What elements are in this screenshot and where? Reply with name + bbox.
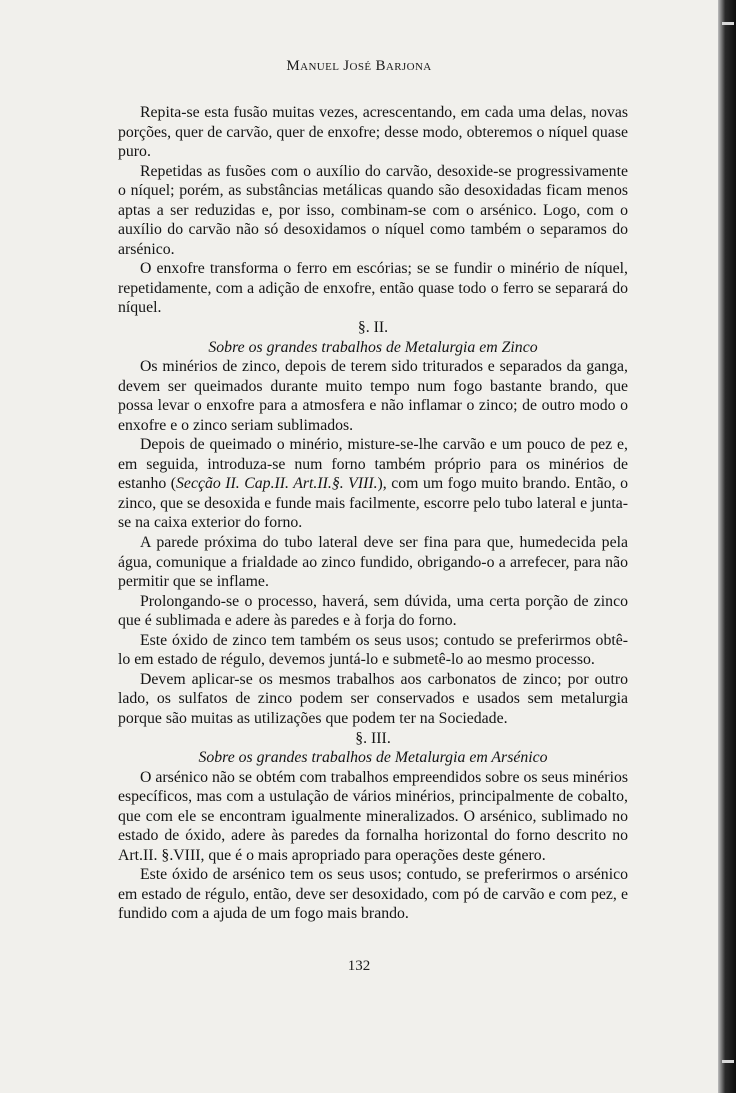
paragraph: O arsénico não se obtém com trabalhos empreendidos sobre os seus minérios específicos, mas com a ustulação de vários minérios, principalmente de cobalto, que com ele se encontram igualmente mineralizados. O arsénico, sublimado no estado de óxido, adere às paredes da fornalha horizontal do forno descrito no Art.II. §.VIII, que é o mais apropriado para operações deste género.: [118, 768, 628, 864]
paragraph: Repetidas as fusões com o auxílio do carvão, desoxide-se progressivamente o níquel; porém, as substâncias metálicas quando são desoxidadas ficam menos aptas a ser reduzidas e, por isso, combinam-se com o arsénico. Logo, com o auxílio do carvão não só desoxidamos o níquel como também o separamos do arsénico.: [118, 162, 628, 258]
body-text: [118, 103, 628, 924]
scan-edge: [718, 0, 736, 1093]
header-initial: B: [375, 58, 386, 74]
paragraph-text: ), com um fogo muito brando. Então, o zinco, que se desoxida e funde mais facilmente, escorre pelo tubo lateral e junta-se na caixa exterior do forno.: [118, 475, 628, 532]
header-text: ANUEL: [300, 61, 340, 73]
paragraph: Os minérios de zinco, depois de terem sido triturados e separados da ganga, devem ser queimados durante muito tempo num fogo bastante brando, que possa levar o enxofre para a atmosfera e não inflamar o zinco; de outro modo o enxofre e o zinco seriam sublimados.: [118, 358, 628, 434]
paragraph: Devem aplicar-se os mesmos trabalhos aos carbonatos de zinco; por outro lado, os sulfatos de zinco podem ser conservados e usados sem metalurgia porque são muitas as utilizações que podem ter na Sociedade.: [118, 670, 628, 727]
section-number: §. II.: [357, 319, 389, 337]
paragraph: [118, 435, 628, 533]
paragraph: Este óxido de arsénico tem os seus usos; contudo, se preferirmos o arsénico em estado de régulo, então, deve ser desoxidado, com pó de carvão e com pez, e fundido com a ajuda de um fogo mais brando.: [118, 866, 628, 923]
scan-edge-mark: [722, 1060, 734, 1063]
paragraph: A parede próxima do tubo lateral deve ser fina para que, humedecida pela água, comunique a frialdade ao zinco fundido, obrigando-o a arrefecer, para não permitir que se inflame.: [118, 534, 628, 591]
section-number: §. III.: [355, 729, 391, 747]
header-initial: J: [343, 58, 350, 74]
header-initial: M: [286, 58, 301, 74]
scan-edge-mark: [722, 22, 734, 25]
header-text: OSÉ: [349, 61, 372, 73]
header-text: ARJONA: [385, 61, 432, 73]
paragraph: Repita-se esta fusão muitas vezes, acrescentando, em cada uma delas, novas porções, quer de carvão, quer de enxofre; desse modo, obteremos o níquel quase puro.: [118, 104, 628, 161]
running-header: [0, 58, 718, 75]
paragraph: Este óxido de zinco tem também os seus usos; contudo se preferirmos obtê-lo em estado de régulo, devemos juntá-lo e submetê-lo ao mesmo processo.: [118, 631, 628, 669]
section-title: Sobre os grandes trabalhos de Metalurgia em Zinco: [208, 338, 538, 356]
section-title: Sobre os grandes trabalhos de Metalurgia em Arsénico: [198, 749, 548, 767]
paragraph: O enxofre transforma o ferro em escórias; se se fundir o minério de níquel, repetidamente, com a adição de enxofre, então quase todo o ferro se separará do níquel.: [118, 260, 628, 317]
paragraph: Prolongando-se o processo, haverá, sem dúvida, uma certa porção de zinco que é sublimada e adere às paredes e à forja do forno.: [118, 592, 628, 630]
page-number: 132: [347, 958, 371, 974]
paragraph-text: Depois de queimado o minério, misture-se-lhe carvão e um pouco de pez e, em seguida, introduza-se num forno também próprio para os minérios de estanho (: [118, 436, 628, 493]
section-reference: Secção II. Cap.II. Art.II.§. VIII.: [176, 475, 378, 493]
